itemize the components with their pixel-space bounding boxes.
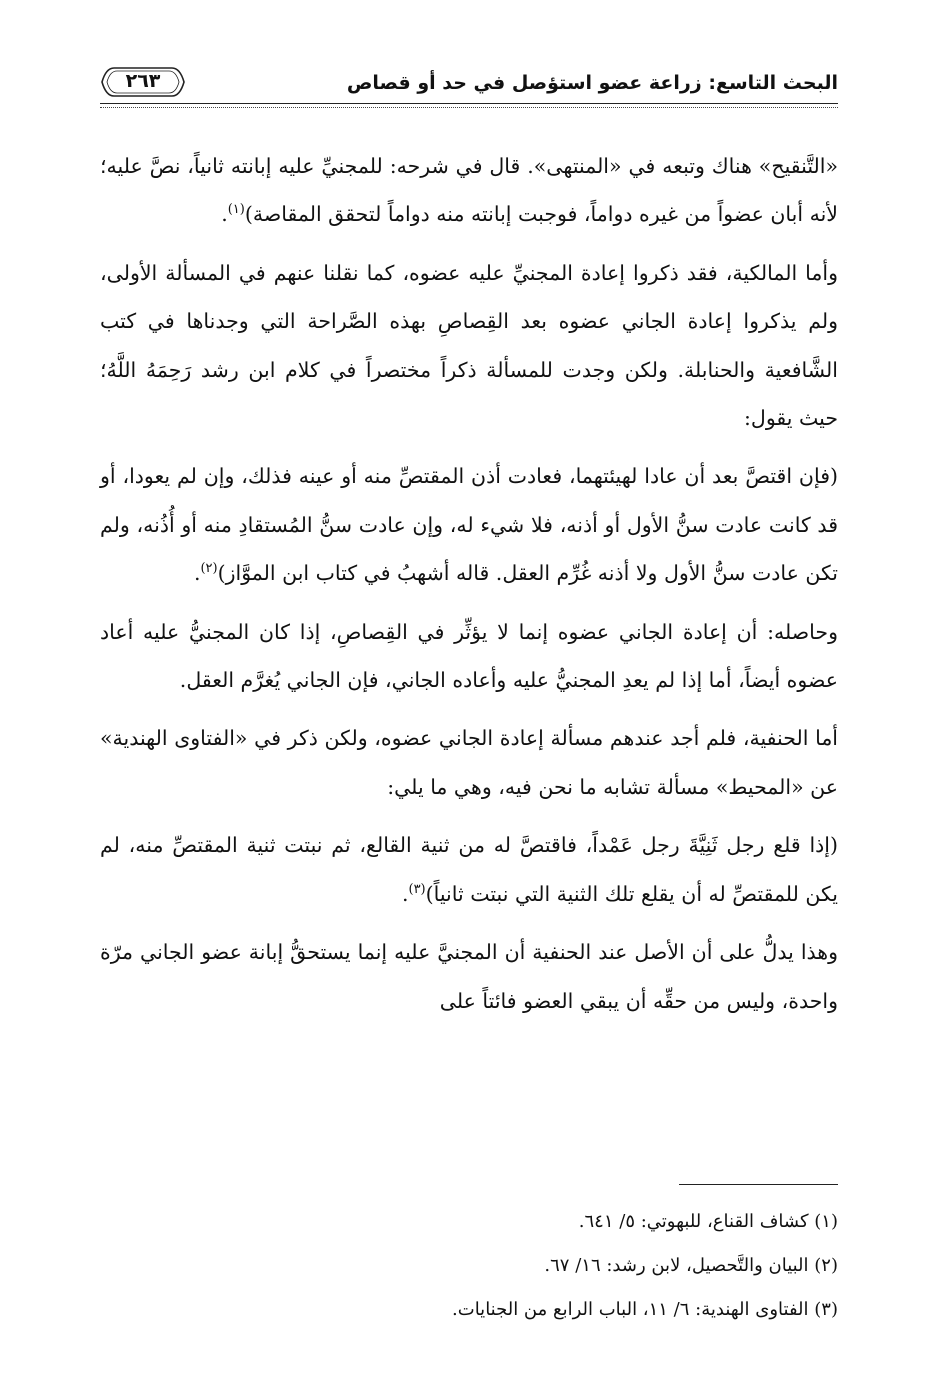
- paragraph-text: وأما المالكية، فقد ذكروا إعادة المجنيِّ عليه عضوه، كما نقلنا عنهم في المسألة الأولى، ولم يذكروا إعادة الجاني عضوه بعد القِصاصِ بهذه الصَّراحة التي وجدناها في كتب الشَّافعية والحنابلة. ولكن وجدت للمسألة ذكراً مختصراً في كلام ابن رشد رَحِمَهُ اللَّهُ؛ حيث يقول:: [100, 260, 838, 431]
- footnote-marker[interactable]: (٢): [200, 561, 218, 577]
- paragraph-tail: .: [193, 561, 201, 586]
- paragraph: [100, 249, 838, 443]
- paragraph: [100, 452, 838, 597]
- paragraph-tail: .: [401, 881, 409, 906]
- header-rule: [100, 103, 838, 104]
- header-dotted-rule: [100, 107, 838, 108]
- page-number: ٢٦٣: [125, 70, 161, 92]
- running-title: [347, 72, 838, 94]
- paragraph: [100, 821, 838, 918]
- paragraph-text: أما الحنفية، فلم أجد عندهم مسألة إعادة الجاني عضوه، ولكن ذكر في «الفتاوى الهندية» عن «المحيط» مسألة تشابه ما نحن فيه، وهي ما يلي:: [100, 726, 838, 799]
- paragraph-tail: .: [221, 202, 228, 227]
- paragraph-text: «التَّنقيح» هناك وتبعه في «المنتهى». قال في شرحه: للمجنيِّ عليه إبانته ثانياً، نصَّ عليه؛ لأنه أبان عضواً من غيره دواماً، فوجبت إبانته منه دواماً لتحقق المقاصة): [100, 154, 838, 227]
- paragraph: [100, 928, 838, 1025]
- footnotes: [100, 1200, 838, 1332]
- paragraph-text: وهذا يدلُّ على أن الأصل عند الحنفية أن المجنيَّ عليه إنما يستحقُّ إبانة عضو الجاني مرّة واحدة، وليس من حقِّه أن يبقي العضو فائتاً على: [100, 940, 838, 1013]
- running-title-lead: البحث التاسع:: [708, 72, 838, 94]
- paragraph-text: (إذا قلع رجل ثَنِيَّةَ رجل عَمْداً، فاقتصَّ له من ثنية القالع، ثم نبتت ثنية المقتصِّ منه، لم يكن للمقتصِّ له أن يقلع تلك الثنية التي نبتت ثانياً): [100, 833, 838, 906]
- footnote: (١) كشاف القناع، للبهوتي: ٥/ ٦٤١.: [578, 1211, 838, 1232]
- paragraph: [100, 714, 838, 811]
- main-text: [100, 142, 838, 1025]
- paragraph-text: (فإن اقتصَّ بعد أن عادا لهيئتهما، فعادت أذن المقتصِّ منه أو عينه فذلك، وإن لم يعودا، أو قد كانت عادت سنُّ الأول أو أذنه، فلا شيء له، وإن عادت سنُّ المُستقادِ منه أو أُذُنه، ولم تكن عادت سنُّ الأول ولا أذنه غُرِّم العقل. قاله أشهبُ في كتاب ابن الموَّاز): [100, 464, 838, 586]
- page-number-badge: [100, 66, 186, 98]
- paragraph: [100, 608, 838, 705]
- page-header: [100, 66, 838, 106]
- footnote: (٢) البيان والتَّحصيل، لابن رشد: ١٦/ ٦٧.: [544, 1255, 838, 1276]
- footnote-separator: [679, 1184, 838, 1185]
- footnote: (٣) الفتاوى الهندية: ٦/ ١١، الباب الرابع من الجنايات.: [452, 1299, 838, 1320]
- footnote-marker[interactable]: (١): [227, 202, 245, 218]
- running-title-rest: زراعة عضو استؤصل في حد أو قصاص: [346, 72, 709, 94]
- footnote-marker[interactable]: (٣): [408, 881, 426, 897]
- paragraph: [100, 142, 838, 239]
- paragraph-text: وحاصله: أن إعادة الجاني عضوه إنما لا يؤثِّر في القِصاصِ، إذا كان المجنيُّ عليه أعاد عضوه أيضاً، أما إذا لم يعدِ المجنيُّ عليه وأعاده الجاني، فإن الجاني يُغرَّم العقل.: [100, 619, 838, 693]
